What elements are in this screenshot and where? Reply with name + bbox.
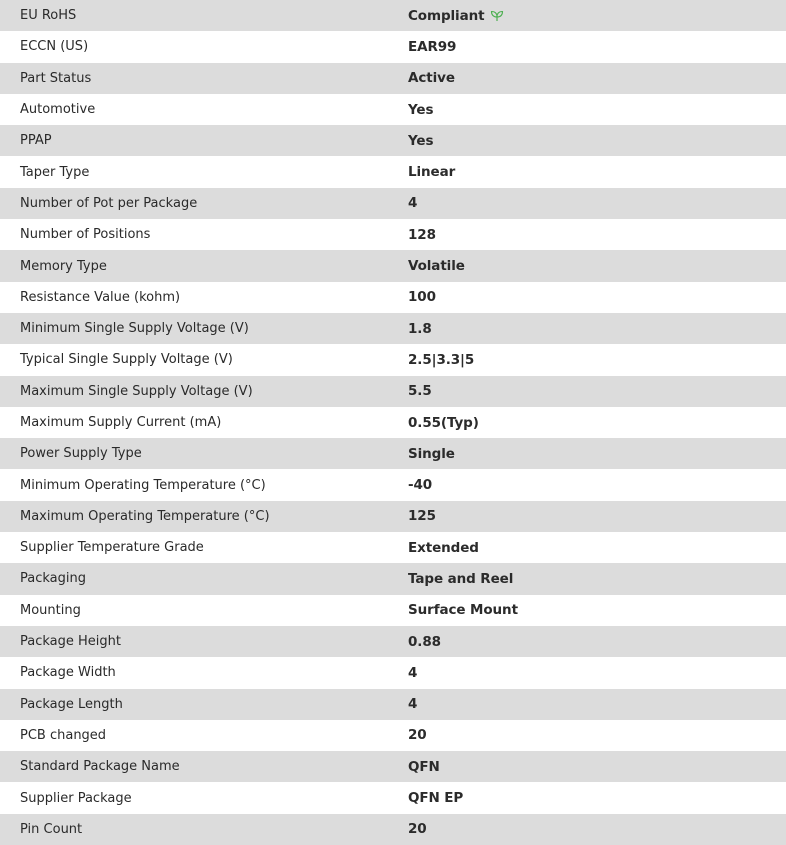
spec-value: 4 (408, 195, 418, 212)
spec-label: Standard Package Name (20, 759, 180, 775)
table-row (0, 751, 786, 782)
spec-value: 128 (408, 226, 436, 243)
spec-label: Supplier Package (20, 790, 132, 806)
table-row (0, 407, 786, 438)
spec-label: Automotive (20, 102, 96, 118)
table-row (0, 31, 786, 62)
table-row (0, 501, 786, 532)
spec-value: 0.55(Typ) (408, 414, 479, 431)
table-row (0, 469, 786, 500)
spec-label: Power Supply Type (20, 446, 142, 462)
table-row (0, 720, 786, 751)
spec-label: Package Length (20, 696, 123, 712)
spec-value: 2.5|3.3|5 (408, 351, 475, 368)
table-row (0, 376, 786, 407)
table-row (0, 313, 786, 344)
spec-label: Number of Pot per Package (20, 195, 198, 211)
spec-value: Surface Mount (408, 602, 518, 619)
spec-value (408, 0, 786, 31)
table-row (0, 219, 786, 250)
spec-value: QFN (408, 758, 440, 775)
spec-value-text: Compliant (408, 7, 485, 24)
spec-value: Linear (408, 164, 456, 181)
spec-value: Tape and Reel (408, 570, 514, 587)
table-row (0, 689, 786, 720)
spec-value: 4 (408, 664, 418, 681)
table-row (0, 563, 786, 594)
spec-value: Extended (408, 539, 479, 556)
spec-value: 5.5 (408, 383, 432, 400)
spec-label: Part Status (20, 70, 92, 86)
spec-value: Yes (408, 132, 434, 149)
table-row (0, 438, 786, 469)
spec-value: Yes (408, 101, 434, 118)
spec-value: 100 (408, 289, 436, 306)
table-row (0, 532, 786, 563)
spec-label: Mounting (20, 602, 81, 618)
spec-value: 4 (408, 696, 418, 713)
spec-label: Maximum Operating Temperature (°C) (20, 508, 270, 524)
spec-value: 20 (408, 821, 427, 838)
spec-label: Supplier Temperature Grade (20, 540, 204, 556)
spec-label: Memory Type (20, 258, 107, 274)
spec-label: Number of Positions (20, 227, 151, 243)
spec-label: Taper Type (20, 164, 90, 180)
spec-label: Maximum Supply Current (mA) (20, 415, 222, 430)
table-row (0, 94, 786, 125)
table-row (0, 595, 786, 626)
table-row (0, 657, 786, 688)
table-row (0, 626, 786, 657)
spec-label: PCB changed (20, 727, 107, 743)
spec-label: Maximum Single Supply Voltage (V) (20, 383, 253, 399)
table-row (0, 782, 786, 813)
spec-value: Single (408, 445, 455, 462)
spec-label: ECCN (US) (20, 39, 89, 55)
spec-value: EAR99 (408, 38, 457, 55)
spec-value: 125 (408, 508, 436, 525)
spec-label: PPAP (20, 133, 52, 149)
spec-label: Package Height (20, 634, 121, 650)
spec-label: Pin Count (20, 821, 83, 837)
spec-label: EU RoHS (20, 8, 77, 24)
spec-label: Typical Single Supply Voltage (V) (20, 352, 233, 368)
spec-label: Resistance Value (kohm) (20, 289, 181, 305)
leaf-icon (490, 10, 504, 22)
table-row (0, 282, 786, 313)
spec-value: -40 (408, 477, 433, 494)
table-row (0, 344, 786, 375)
spec-value: 0.88 (408, 633, 441, 650)
spec-value: 20 (408, 727, 427, 744)
table-row (0, 156, 786, 187)
spec-value: 1.8 (408, 320, 432, 337)
table-row (0, 0, 786, 31)
spec-value: Active (408, 70, 455, 87)
spec-value: QFN EP (408, 790, 464, 807)
spec-value: Volatile (408, 258, 465, 275)
table-row (0, 188, 786, 219)
table-row (0, 63, 786, 94)
spec-label: Packaging (20, 571, 86, 587)
table-row (0, 814, 786, 845)
table-row (0, 125, 786, 156)
spec-label: Minimum Operating Temperature (°C) (20, 477, 266, 493)
table-row (0, 250, 786, 281)
spec-label: Package Width (20, 665, 116, 681)
spec-label: Minimum Single Supply Voltage (V) (20, 321, 249, 337)
